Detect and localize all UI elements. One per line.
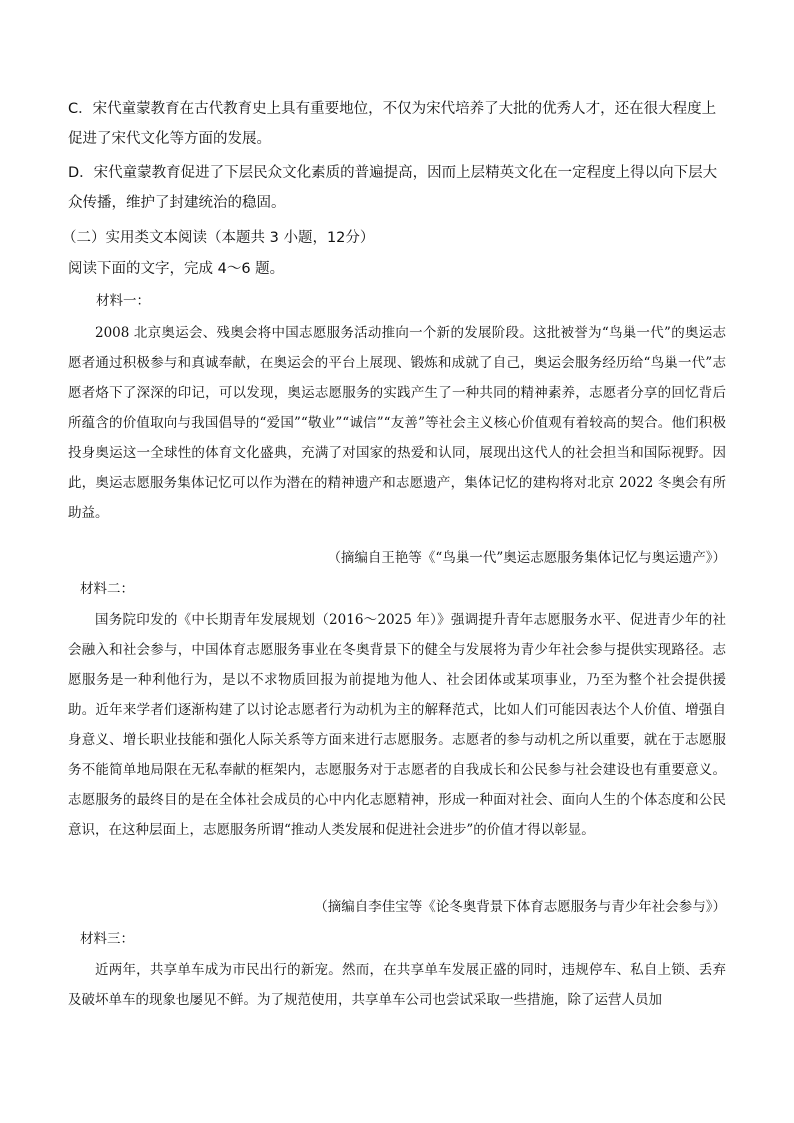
material-3-title: 材料三： xyxy=(80,931,134,947)
section-instruction: 阅读下面的文字，完成 4～6 题。 xyxy=(68,261,285,277)
section-heading: （二）实用类文本阅读（本题共 3 小题，12分） xyxy=(62,230,375,246)
material-1-title: 材料一： xyxy=(96,293,150,309)
material-1-body: 2008 北京奥运会、残奥会将中国志愿服务活动推向一个新的发展阶段。这批被誉为“鸟巢一代”的奥运志愿者通过积极参与和真诚奉献，在奥运会的平台上展现、锻炼和成就了自己，奥运会服务经历给“鸟巢一代”志愿者烙下了深深的印记，可以发现，奥运志愿服务的实践产生了一种共同的精神素养，志愿者分享的回忆背后所蕴含的价值取向与我国倡导的“爱国”“敬业”“诚信”“友善”等社会主义核心价值观有着较高的契合。他们积极投身奥运这一全球性的体育文化盛典，充满了对国家的热爱和认同，展现出这代人的社会担当和国际视野。因此，奥运志愿服务集体记忆可以作为潜在的精神遗产和志愿遗产，集体记忆的建构将对北京 2022 冬奥会有所助益。 xyxy=(68,325,726,521)
material-2-title: 材料二： xyxy=(80,581,134,597)
option-c: C．宋代童蒙教育在古代教育史上具有重要地位，不仅为宋代培养了大批的优秀人才，还在很大程度上促进了宋代文化等方面的发展。 xyxy=(68,101,717,147)
material-2-source: （摘编自李佳宝等《论冬奥背景下体育志愿服务与青少年社会参与》） xyxy=(314,899,726,915)
option-d: D．宋代童蒙教育促进了下层民众文化素质的普遍提高，因而上层精英文化在一定程度上得以向下层大众传播，维护了封建统治的稳固。 xyxy=(68,165,718,211)
material-1-source: （摘编自王艳等《“鸟巢一代”奥运志愿服务集体记忆与奥运遗产》） xyxy=(327,550,726,566)
material-2-body: 国务院印发的《中长期青年发展规划（2016～2025 年）》强调提升青年志愿服务水平、促进青少年的社会融入和社会参与，中国体育志愿服务事业在冬奥背景下的健全与发展将为青少年社会参与提供实现路径。志愿服务是一种利他行为，是以不求物质回报为前提地为他人、社会团体或某项事业，乃至为整个社会提供援助。近年来学者们逐渐构建了以讨论志愿者行为动机为主的解释范式，比如人们可能因表达个人价值、增强自身意义、增长职业技能和强化人际关系等方面来进行志愿服务。志愿者的参与动机之所以重要，就在于志愿服务不能简单地局限在无私奉献的框架内，志愿服务对于志愿者的自我成长和公民参与社会建设也有重要意义。志愿服务的最终目的是在全体社会成员的心中内化志愿精神，形成一种面对社会、面向人生的个体态度和公民意识，在这种层面上，志愿服务所谓“推动人类发展和促进社会进步”的价值才得以彰显。 xyxy=(68,612,726,838)
material-3-body: 近两年，共享单车成为市民出行的新宠。然而，在共享单车发展正盛的同时，违规停车、私自上锁、丢弃及破坏单车的现象也屡见不鲜。为了规范使用，共享单车公司也尝试采取一些措施，除了运营人员加 xyxy=(68,962,726,1008)
